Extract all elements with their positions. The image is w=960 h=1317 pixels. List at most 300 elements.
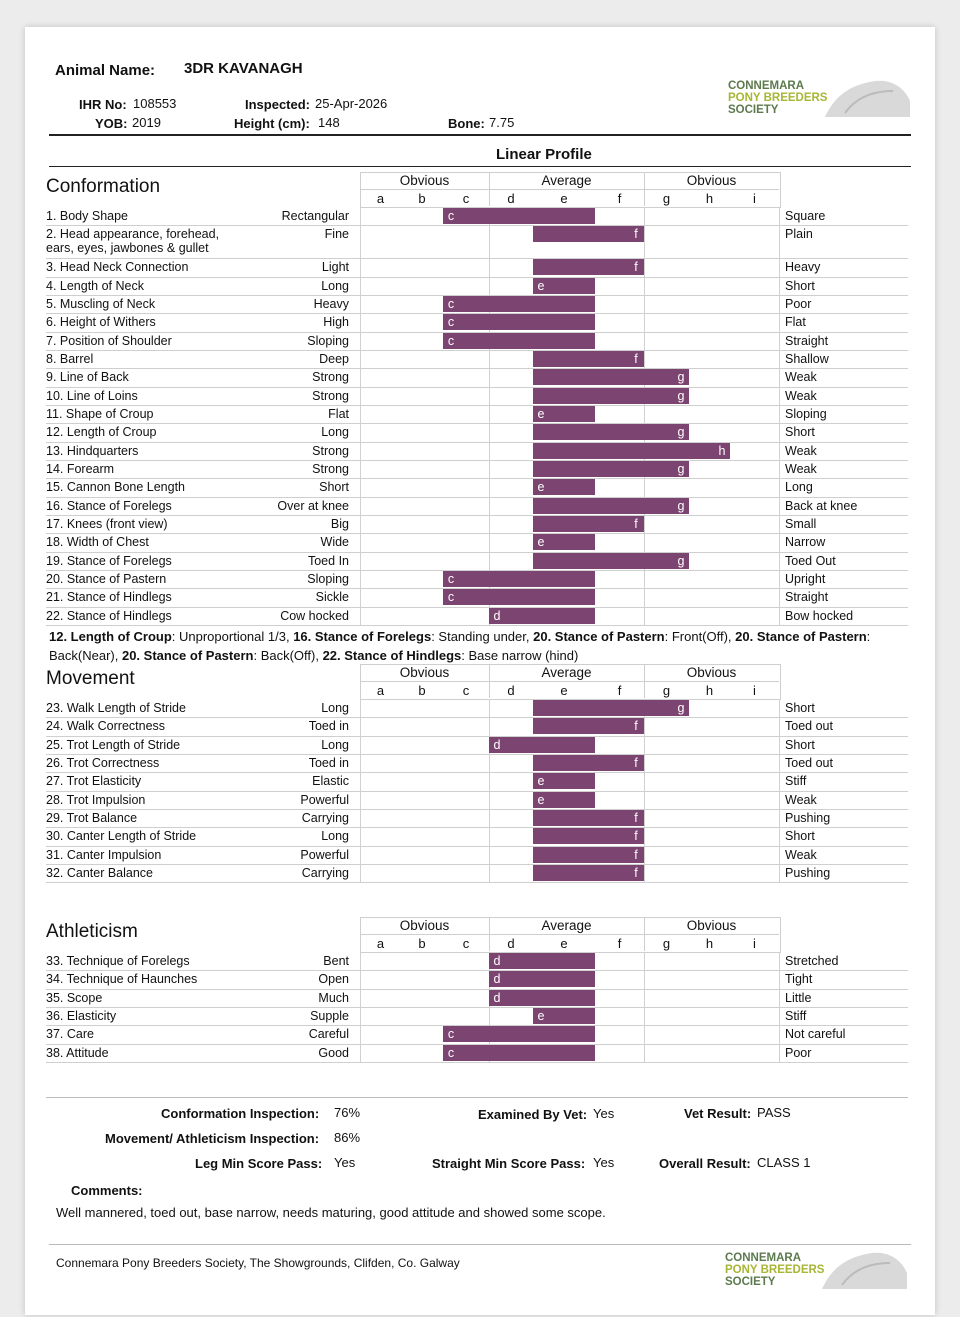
profile-row [46,952,908,971]
row-divider [779,497,780,515]
score-marker: e [537,480,545,495]
row-name: 14. Forearm [46,461,115,476]
row-divider [644,809,645,827]
row-divider [644,952,645,970]
row-name: 18. Width of Chest [46,535,149,550]
vet-result: Vet Result: [684,1106,752,1121]
row-name: 21. Stance of Hindlegs [46,590,172,605]
bone-value: 7.75 [489,115,515,130]
profile-divider [49,166,911,167]
row-low-label: Much [318,990,349,1005]
row-name: 35. Scope [46,990,103,1005]
profile-row [46,478,908,497]
row-low-label: Long [321,425,349,440]
row-low-label: Long [321,278,349,293]
score-marker: c [447,590,455,605]
yob-label: YOB: [95,116,128,131]
row-divider [779,225,780,258]
row-low-label: Strong [312,370,349,385]
row-divider [360,1044,361,1062]
logo-line2: PONY BREEDERS [728,92,828,104]
score-bar [533,553,689,569]
score-bar [533,461,689,477]
straight-min-score-value: Yes [593,1155,615,1170]
row-low-label: Elastic [312,774,349,789]
row-high-label: Flat [785,315,806,330]
row-divider [489,699,490,717]
profile-row [46,570,908,589]
row-divider [360,533,361,551]
row-divider [489,827,490,845]
row-divider [489,387,490,405]
score-marker: d [493,608,501,623]
row-low-label: Strong [312,461,349,476]
profile-row [46,754,908,773]
scale-group-divider [489,172,490,206]
profile-row [46,607,908,626]
row-divider [779,989,780,1007]
scale-group-1: Average [541,918,592,933]
row-divider [489,1007,490,1025]
row-low-label: Careful [308,1027,349,1042]
row-divider [644,515,645,533]
row-divider [644,717,645,735]
row-divider [360,754,361,772]
profile-row [46,350,908,369]
row-low-label: Sloping [307,571,349,586]
profile-row [46,497,908,516]
row-high-label: Short [785,425,815,440]
row-divider [644,277,645,295]
row-low-label: Toed in [308,755,349,770]
scale-group-divider [489,917,490,951]
scale-group-divider [644,172,645,206]
scale-letter-e: e [560,191,568,206]
row-high-label: Straight [785,590,829,605]
note-value: : Back(Off), [253,648,323,663]
row-divider [360,423,361,441]
row-low-label: Sloping [307,333,349,348]
height-label: Height (cm): [234,116,310,131]
scale-letter-b: b [418,936,426,951]
row-divider [644,225,645,258]
scale-letter-h: h [705,936,714,951]
score-bar [533,498,689,514]
logo-line3: SOCIETY [725,1276,776,1288]
row-divider [644,772,645,790]
profile-row [46,736,908,755]
scale-group-2: Obvious [686,918,737,933]
row-name-line2: ears, eyes, jawbones & gullet [46,241,209,256]
row-high-label: Stiff [785,774,807,789]
score-marker: d [493,990,501,1005]
note-value: : Base narrow (hind) [461,648,579,663]
row-divider [644,846,645,864]
row-name: 1. Body Shape [46,209,129,223]
row-high-label: Poor [785,1045,812,1060]
row-low-label: Fine [324,227,349,242]
conf-inspection: Conformation Inspection: [161,1106,320,1121]
row-name: 19. Stance of Forelegs [46,553,172,568]
row-divider [779,1044,780,1062]
row-divider [779,809,780,827]
row-divider [644,1007,645,1025]
row-divider [489,460,490,478]
logo-line3: SOCIETY [728,104,779,116]
overall-result-value: CLASS 1 [757,1155,811,1170]
row-divider [360,607,361,625]
row-low-label: Long [321,701,349,715]
score-bar [533,424,689,440]
score-bar [443,1026,595,1042]
score-bar [533,369,689,385]
row-divider [779,864,780,882]
profile-row [46,588,908,607]
row-low-label: Strong [312,443,349,458]
comments-label: Comments: [71,1183,143,1198]
row-divider [644,736,645,754]
row-divider [489,552,490,570]
score-bar [489,737,595,753]
score-bar [489,953,595,969]
scale-letter-g: g [662,936,671,951]
scale-letter-e: e [560,683,568,698]
scale-letter-f: f [617,683,622,698]
profile-row [46,970,908,989]
row-divider [360,478,361,496]
scale-header-mid [360,189,779,190]
row-low-label: Toed In [307,553,349,568]
row-low-label: Open [318,972,349,987]
row-divider [360,970,361,988]
score-bar [533,847,644,863]
inspection-sheet [25,27,935,1315]
row-low-label: Good [318,1045,349,1060]
row-divider [779,846,780,864]
score-marker: f [634,719,638,734]
row-name: 37. Care [46,1027,94,1042]
row-name: 27. Trot Elasticity [46,774,142,789]
row-high-label: Pushing [785,810,831,825]
logo-line2: PONY BREEDERS [725,1264,825,1276]
row-name: 10. Line of Loins [46,388,138,403]
row-high-label: Pushing [785,865,831,880]
row-divider [779,970,780,988]
profile-row [46,207,908,226]
vet-result-value: PASS [757,1105,791,1120]
straight-min-score: Straight Min Score Pass: [432,1156,586,1171]
row-high-label: Short [785,701,815,715]
leg-min-score: Leg Min Score Pass: [195,1156,323,1171]
row-divider [360,570,361,588]
row-high-label: Poor [785,296,812,311]
profile-row [46,772,908,791]
inspected-value: 25-Apr-2026 [315,96,388,111]
score-marker: f [634,865,638,880]
profile-row [46,827,908,846]
row-divider [644,350,645,368]
scale-group-1: Average [541,173,592,188]
row-divider [644,533,645,551]
scale-letter-d: d [507,936,515,951]
row-name: 32. Canter Balance [46,865,154,880]
row-divider [644,970,645,988]
row-divider [644,570,645,588]
row-divider [779,368,780,386]
scale-letter-d: d [507,191,515,206]
row-divider [489,497,490,515]
examined-by-vet: Examined By Vet: [478,1107,588,1122]
row-low-label: High [323,315,349,330]
row-divider [779,313,780,331]
footer-divider [49,1244,911,1245]
row-divider [360,588,361,606]
scale-letter-f: f [617,936,622,951]
score-bar [533,718,644,734]
row-divider [779,515,780,533]
score-marker: f [634,810,638,825]
row-name: 31. Canter Impulsion [46,847,162,862]
row-divider [360,207,361,225]
row-divider [779,387,780,405]
profile-row [46,460,908,479]
row-name: 4. Length of Neck [46,278,144,293]
score-bar [533,351,644,367]
row-name: 29. Trot Balance [46,810,138,825]
row-divider [779,1007,780,1025]
row-high-label: Bow hocked [785,608,854,623]
note-value: : Back(Near), [49,629,871,663]
row-high-label: Toed Out [785,553,836,568]
row-divider [360,809,361,827]
row-high-label: Small [785,516,817,531]
row-divider [644,607,645,625]
scale-letter-b: b [418,683,426,698]
row-divider [360,772,361,790]
row-name: 13. Hindquarters [46,443,139,458]
row-high-label: Stretched [785,954,839,968]
row-low-label: Supple [310,1008,349,1023]
scale-letter-i: i [753,683,756,698]
score-marker: f [634,227,638,242]
row-divider [360,791,361,809]
scale-letter-a: a [376,683,385,698]
row-divider [489,350,490,368]
scale-letter-a: a [376,936,385,951]
row-divider [360,277,361,295]
score-marker: g [677,425,685,440]
row-divider [644,1025,645,1043]
row-low-label: Cow hocked [280,608,349,623]
score-marker: d [493,737,501,752]
row-name: 2. Head appearance, forehead, [46,227,220,242]
row-divider [489,277,490,295]
row-divider [489,478,490,496]
row-divider [779,791,780,809]
row-name: 36. Elasticity [46,1008,117,1023]
row-divider [360,1007,361,1025]
row-high-label: Straight [785,333,829,348]
row-low-label: Flat [328,406,349,421]
score-bar [533,865,644,881]
profile-row [46,423,908,442]
row-divider [779,332,780,350]
row-divider [644,791,645,809]
cpbs-logo-footer [722,1249,907,1297]
row-high-label: Heavy [785,260,821,275]
row-divider [779,207,780,225]
row-divider [779,717,780,735]
row-divider [644,258,645,276]
row-divider [644,313,645,331]
scale-group-0: Obvious [399,665,450,680]
row-divider [779,736,780,754]
row-divider [644,405,645,423]
examined-by-vet-value: Yes [593,1106,615,1121]
row-divider [360,1025,361,1043]
row-divider [489,225,490,258]
row-divider [644,478,645,496]
profile-row [46,405,908,424]
row-low-label: Over at knee [277,498,349,513]
row-name: 12. Length of Croup [46,425,157,440]
profile-row [46,864,908,883]
row-divider [360,497,361,515]
header-divider [49,134,911,136]
row-low-label: Deep [319,351,349,366]
row-high-label: Weak [785,461,817,476]
scale-group-0: Obvious [399,173,450,188]
profile-row [46,295,908,314]
row-low-label: Sickle [315,590,349,605]
row-divider [360,827,361,845]
scale-letter-d: d [507,683,515,698]
row-high-label: Narrow [785,535,826,550]
row-high-label: Tight [785,972,813,987]
scale-letter-b: b [418,191,426,206]
score-marker: g [677,701,685,715]
row-divider [644,588,645,606]
score-marker: g [677,553,685,568]
scale-letter-c: c [462,936,470,951]
profile-row [46,225,908,259]
row-divider [489,791,490,809]
score-bar [443,571,595,587]
score-bar [489,990,595,1006]
row-divider [360,717,361,735]
section-title: Athleticism [46,921,138,942]
row-divider [360,552,361,570]
row-divider [644,207,645,225]
row-high-label: Short [785,829,815,844]
row-name: 23. Walk Length of Stride [46,701,186,715]
profile-row [46,515,908,534]
note-field: 22. Stance of Hindlegs [322,648,462,663]
profile-row [46,368,908,387]
row-name: 26. Trot Correctness [46,755,160,770]
row-name: 3. Head Neck Connection [46,260,189,275]
row-divider [360,460,361,478]
score-marker: g [677,370,685,385]
row-low-label: Wide [320,535,349,550]
summary-divider [46,1097,908,1098]
profile-row [46,533,908,552]
row-name: 6. Height of Withers [46,315,156,330]
row-name: 17. Knees (front view) [46,516,168,531]
score-marker: e [537,774,545,789]
row-divider [360,332,361,350]
row-divider [360,258,361,276]
score-bar [443,589,595,605]
row-name: 34. Technique of Haunches [46,972,198,987]
row-divider [644,864,645,882]
scale-letter-e: e [560,936,568,951]
scale-group-divider [644,917,645,951]
row-divider [360,846,361,864]
score-bar [533,700,689,716]
row-divider [489,809,490,827]
row-divider [489,258,490,276]
row-divider [360,699,361,717]
row-divider [779,423,780,441]
logo-line1: CONNEMARA [725,1252,802,1264]
row-divider [779,277,780,295]
score-bar [443,333,595,349]
row-low-label: Carrying [301,810,349,825]
linear-profile-title: Linear Profile [496,146,592,163]
score-marker: f [634,516,638,531]
score-marker: c [447,296,455,311]
row-divider [779,478,780,496]
score-marker: e [537,535,545,550]
profile-row [46,1007,908,1026]
row-name: 28. Trot Impulsion [46,792,146,807]
row-divider [360,387,361,405]
note-field: 20. Stance of Pastern [735,629,867,644]
scale-letter-h: h [705,191,714,206]
scale-group-divider [489,664,490,698]
row-divider [489,368,490,386]
score-bar [443,208,595,224]
row-divider [779,552,780,570]
score-marker: c [447,1045,455,1060]
score-bar [533,443,730,459]
scale-header-mid [360,681,779,682]
profile-row [46,699,908,718]
scale-letter-a: a [376,191,385,206]
row-name: 5. Muscling of Neck [46,296,156,311]
row-high-label: Back at knee [785,498,858,513]
score-marker: d [493,972,501,987]
note-field: 20. Stance of Pastern [121,648,254,663]
score-bar [489,608,595,624]
score-marker: f [634,260,638,275]
score-bar [533,755,644,771]
row-low-label: Long [321,737,349,752]
score-bar [443,314,595,330]
bone-label: Bone: [448,116,485,131]
score-marker: c [447,209,455,223]
comments-text: Well mannered, toed out, base narrow, needs maturing, good attitude and showed some scope. [56,1205,606,1220]
row-divider [489,717,490,735]
scale-letter-i: i [753,936,756,951]
score-bar [443,1045,595,1061]
profile-row [46,258,908,277]
yob-value: 2019 [132,115,161,130]
row-divider [779,1025,780,1043]
row-name: 8. Barrel [46,351,94,366]
row-high-label: Weak [785,388,817,403]
